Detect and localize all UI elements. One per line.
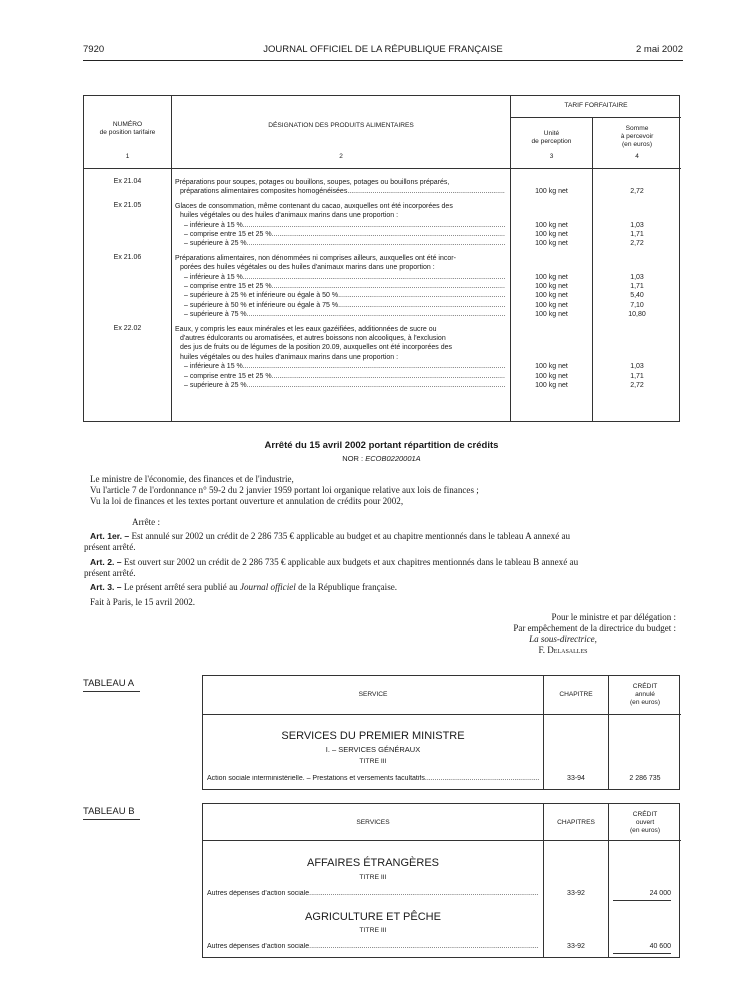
amount-value: 2,72 [630,188,644,196]
arrete-word: Arrête : [132,517,161,527]
product-designation: Préparations pour soupes, potages ou bouillons, soupes, potages ou bouillons préparés, préparations alimentaires composites homogénéisées ..... [175,178,505,197]
credit-value: 40 600 [649,943,671,950]
unit-value: 100 kg net [535,363,568,371]
tableau-a-label: TABLEAU A [83,678,135,689]
chapitre-value: 33-92 [567,943,585,950]
page-header [83,44,683,58]
amount-value [593,325,681,334]
line-label: Autres dépenses d'action sociale ..... [207,943,539,950]
unit-value [511,343,592,352]
amount-value [593,211,681,220]
unit-value: 100 kg net [535,188,568,196]
col-number: 3 [549,153,554,160]
ministry-title: AGRICULTURE ET PÊCHE [305,911,441,923]
col-header-credit: CRÉDIT ouvert (en euros) [629,811,661,834]
unit-value: 100 kg net [535,372,568,380]
amount-value [593,263,681,272]
col-header-chapitre: CHAPITRE [559,691,593,698]
unit-value: 100 kg net [535,311,568,319]
amount-value [593,334,681,343]
amount-column [593,325,681,391]
unit-value [511,202,592,211]
unit-value: 100 kg net [535,381,568,389]
col-number: 4 [635,153,639,160]
col-header-services: SERVICES [356,819,390,826]
col-number: 1 [125,153,130,160]
amount-column [593,254,681,320]
ministry-title: SERVICES DU PREMIER MINISTRE [281,730,465,742]
amount-column [593,178,681,197]
titre-label: TITRE III [359,874,387,881]
arrete-intro: Le ministre de l'économie, des finances et de l'industrie, Vu l'article 7 de l'ordonnance n° 59-2 du 2 janvier 1959 portant loi organique relative aux lois de finances ; Vu la loi de finances et les textes portant ouverture et annulation de crédits pour 2002, [90,474,479,506]
line-label: Autres dépenses d'action sociale ..... [207,890,539,897]
unit-column [511,254,592,320]
unit-column [511,325,592,391]
amount-value [593,254,681,263]
col-header-unite: Unité de perception [531,130,572,145]
fait-a-paris: Fait à Paris, le 15 avril 2002. [90,597,196,607]
header-rule [83,60,683,61]
nor-reference: NOR : ECOB0220001A [342,454,421,463]
col-number: 2 [339,153,343,160]
issue-date: 2 mai 2002 [635,44,683,55]
tariff-table [83,95,680,422]
amount-value [593,343,681,352]
unit-value [511,353,592,362]
tableau-a [202,675,680,790]
unit-column [511,178,592,197]
col-header-numero: NUMÉRO de position tarifaire [99,121,156,136]
amount-value: 2,72 [630,381,644,389]
amount-value: 1,03 [630,363,644,371]
unit-value [511,263,592,272]
unit-value: 100 kg net [535,273,568,281]
unit-value [511,254,592,263]
amount-column [593,202,681,249]
amount-value: 5,40 [630,292,644,300]
credit-value: 2 286 735 [629,775,661,782]
unit-value: 100 kg net [535,221,568,229]
unit-column [511,202,592,249]
unit-value: 100 kg net [535,230,568,238]
amount-value: 1,03 [630,273,644,281]
amount-value [593,353,681,362]
position-code: Ex 21.05 [113,201,142,209]
chapitre-value: 33-92 [567,890,585,897]
unit-value [511,178,592,187]
col-header-service: SERVICE [358,691,388,698]
col-header-chapitres: CHAPITRES [557,819,595,826]
page-number: 7920 [83,44,105,55]
arrete-title: Arrêté du 15 avril 2002 portant répartition de crédits [264,440,499,451]
article-2: Art. 2. – Est ouvert sur 2002 un crédit de 2 286 735 € applicable aux budgets et aux chapitres mentionnés dans le tableau B annexé au présent arrêté. [84,557,579,578]
position-code: Ex 21.04 [113,178,142,185]
titre-label: TITRE III [359,927,387,934]
product-designation: Eaux, y compris les eaux minérales et les eaux gazéifiées, additionnées de sucre ou d'autres édulcorants ou aromatisées, et autres boissons non alcooliques, à l'exclusion des jus de fruits ou de légumes de la position 20.09, auxquelles ont été incorporées des huiles végétales ou des huiles d'animaux marins dans une proportion : – inférieure à 15 % ..... – comprise entre 15 et 25 % ..... – supérieure à 25 % ..... [175,325,505,391]
journal-title: JOURNAL OFFICIEL DE LA RÉPUBLIQUE FRANÇAISE [263,44,503,55]
unit-value: 100 kg net [535,301,568,309]
tableau-b [202,803,680,958]
position-code: Ex 21.06 [113,253,142,261]
position-code: Ex 22.02 [113,324,142,332]
amount-value: 1,71 [630,372,644,380]
amount-value [593,178,681,187]
unit-value: 100 kg net [535,240,568,248]
amount-value: 10,80 [628,311,646,319]
unit-value [511,211,592,220]
article-3: Art. 3. – Le présent arrêté sera publié au Journal officiel de la République française. [90,582,398,592]
amount-value: 1,71 [630,230,644,238]
signature-block: Pour le ministre et par délégation : Par empêchement de la directrice du budget : La sous-directrice, F. Delasalles [513,612,676,655]
article-1: Art. 1er. – Est annulé sur 2002 un crédit de 2 286 735 € applicable au budget et au chapitre mentionnés dans le tableau A annexé au présent arrêté. [84,531,571,552]
product-designation: Préparations alimentaires, non dénommées ni comprises ailleurs, auxquelles ont été incor- porées des huiles végétales ou des huiles d'animaux marins dans une proportion : – inférieure à 15 % ..... – comprise entre 15 et 25 % ..... – supérieure à 25 % et inférieure ou égale à 50 % ..... – supérieure à 50 % et inférieure ou égale à 75 % ..... – supérieure à 75 % ..... [175,254,505,320]
unit-value [511,334,592,343]
col-header-designation: DÉSIGNATION DES PRODUITS ALIMENTAIRES [268,122,414,129]
product-designation: Glaces de consommation, même contenant du cacao, auxquelles ont été incorporées des huiles végétales ou des huiles d'animaux marins dans une proportion : – inférieure à 15 % ..... – comprise entre 15 et 25 % ..... – supérieure à 25 % ..... [175,202,505,249]
unit-value: 100 kg net [535,292,568,300]
chapitre-value: 33-94 [567,775,585,782]
line-label: Action sociale interministérielle. – Prestations et versements facultatifs ..... [207,775,539,782]
ministry-title: AFFAIRES ÉTRANGÈRES [306,857,440,869]
unit-value [511,325,592,334]
credit-value: 24 000 [649,890,671,897]
amount-value: 1,71 [630,282,644,290]
col-header-somme: Somme à percevoir (en euros) [620,125,654,148]
tableau-b-label: TABLEAU B [83,806,135,817]
amount-value: 7,10 [630,301,644,309]
section-title: I. – SERVICES GÉNÉRAUX [325,745,421,754]
amount-value: 2,72 [630,240,644,248]
amount-value: 1,03 [630,221,644,229]
unit-value: 100 kg net [535,282,568,290]
col-header-tarif: TARIF FORFAITAIRE [564,102,628,109]
titre-label: TITRE III [359,758,387,765]
col-header-credit: CRÉDIT annulé (en euros) [629,683,661,706]
amount-value [593,202,681,211]
